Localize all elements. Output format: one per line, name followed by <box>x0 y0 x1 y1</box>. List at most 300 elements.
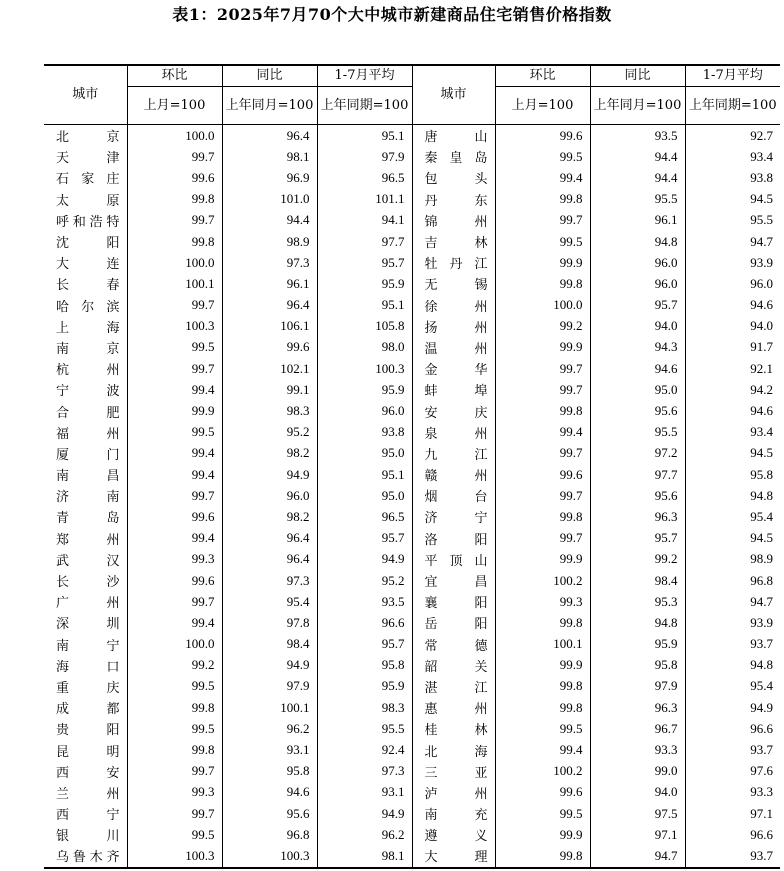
cell-yoy-right: 94.7 <box>590 845 685 867</box>
cell-city-left: 重庆 <box>56 680 120 696</box>
cell-mom-left: 99.4 <box>127 464 222 485</box>
cell-city-right: 大理 <box>412 845 495 867</box>
cell-city-left: 长春 <box>56 278 120 294</box>
cell-ytd-right: 95.4 <box>685 676 780 697</box>
cell-city-right: 洛阳 <box>412 528 495 549</box>
cell-ytd-right: 94.9 <box>685 697 780 718</box>
cell-ytd-right: 96.6 <box>685 824 780 845</box>
table-row <box>44 273 780 294</box>
cell-mom-right: 99.7 <box>495 379 590 400</box>
header-mom-right: 环比 <box>495 65 590 87</box>
table-row <box>44 549 780 570</box>
cell-mom-left: 99.7 <box>127 295 222 316</box>
cell-mom-right: 99.6 <box>495 125 590 147</box>
cell-ytd-left: 95.1 <box>317 125 412 147</box>
cell-mom-right: 99.7 <box>495 485 590 506</box>
cell-yoy-left: 95.2 <box>222 422 317 443</box>
cell-yoy-left: 96.8 <box>222 824 317 845</box>
cell-city-left: 广州 <box>56 596 120 612</box>
cell-city-left: 天津 <box>56 151 120 167</box>
cell-city-left: 石家庄 <box>56 172 120 188</box>
cell-city-left: 青岛 <box>56 511 120 527</box>
cell-yoy-right: 94.4 <box>590 167 685 188</box>
table-row <box>44 761 780 782</box>
cell-mom-left: 99.7 <box>127 210 222 231</box>
cell-city-right: 金华 <box>412 358 495 379</box>
cell-mom-right: 99.8 <box>495 273 590 294</box>
cell-yoy-right: 96.1 <box>590 210 685 231</box>
table-row <box>44 379 780 400</box>
cell-ytd-right: 93.3 <box>685 782 780 803</box>
cell-ytd-left: 101.1 <box>317 189 412 210</box>
cell-city-right: 南充 <box>412 803 495 824</box>
cell-mom-left: 99.6 <box>127 570 222 591</box>
cell-mom-right: 99.7 <box>495 358 590 379</box>
header-ytd-base-right: 上年同期=100 <box>685 87 780 125</box>
cell-ytd-right: 93.7 <box>685 634 780 655</box>
cell-city-left: 南京 <box>56 341 120 357</box>
cell-yoy-left: 95.6 <box>222 803 317 824</box>
cell-city-right: 泉州 <box>412 422 495 443</box>
cell-yoy-left: 96.4 <box>222 549 317 570</box>
cell-mom-right: 99.9 <box>495 549 590 570</box>
cell-ytd-left: 93.8 <box>317 422 412 443</box>
cell-city-right: 遵义 <box>412 824 495 845</box>
table-row <box>44 803 780 824</box>
cell-ytd-right: 93.9 <box>685 252 780 273</box>
cell-mom-right: 99.2 <box>495 316 590 337</box>
cell-mom-left: 100.1 <box>127 273 222 294</box>
cell-ytd-left: 97.9 <box>317 146 412 167</box>
cell-ytd-right: 96.8 <box>685 570 780 591</box>
cell-yoy-left: 99.6 <box>222 337 317 358</box>
cell-mom-right: 99.5 <box>495 146 590 167</box>
cell-ytd-left: 95.8 <box>317 655 412 676</box>
cell-mom-right: 99.8 <box>495 400 590 421</box>
cell-ytd-right: 98.9 <box>685 549 780 570</box>
cell-ytd-left: 95.2 <box>317 570 412 591</box>
cell-ytd-left: 100.3 <box>317 358 412 379</box>
cell-yoy-right: 98.4 <box>590 570 685 591</box>
cell-city-left: 哈尔滨 <box>56 299 120 315</box>
table-row <box>44 422 780 443</box>
cell-mom-right: 99.8 <box>495 612 590 633</box>
cell-ytd-right: 96.0 <box>685 273 780 294</box>
cell-city-right: 襄阳 <box>412 591 495 612</box>
cell-yoy-right: 96.3 <box>590 506 685 527</box>
cell-yoy-left: 95.8 <box>222 761 317 782</box>
cell-city-right: 泸州 <box>412 782 495 803</box>
cell-mom-left: 99.3 <box>127 782 222 803</box>
cell-ytd-right: 95.5 <box>685 210 780 231</box>
cell-yoy-left: 94.6 <box>222 782 317 803</box>
header-mom-base-left: 上月=100 <box>127 87 222 125</box>
cell-city-right: 蚌埠 <box>412 379 495 400</box>
table-row <box>44 443 780 464</box>
cell-ytd-left: 94.9 <box>317 803 412 824</box>
cell-mom-left: 99.5 <box>127 422 222 443</box>
table-row <box>44 358 780 379</box>
cell-yoy-left: 98.3 <box>222 400 317 421</box>
cell-city-right: 韶关 <box>412 655 495 676</box>
table-row <box>44 845 780 867</box>
cell-ytd-left: 95.0 <box>317 443 412 464</box>
cell-mom-right: 99.4 <box>495 167 590 188</box>
cell-yoy-right: 95.5 <box>590 422 685 443</box>
cell-ytd-right: 94.5 <box>685 443 780 464</box>
table-row <box>44 506 780 527</box>
cell-mom-left: 99.8 <box>127 231 222 252</box>
cell-yoy-left: 97.3 <box>222 570 317 591</box>
cell-city-left: 武汉 <box>56 553 120 569</box>
table-row <box>44 189 780 210</box>
cell-city-right: 秦皇岛 <box>412 146 495 167</box>
cell-city-left: 昆明 <box>56 744 120 760</box>
header-ytd-right: 1-7月平均 <box>685 65 780 87</box>
cell-city-left: 长沙 <box>56 575 120 591</box>
cell-city-left: 南宁 <box>56 638 120 654</box>
cell-mom-right: 99.5 <box>495 231 590 252</box>
cell-ytd-left: 94.1 <box>317 210 412 231</box>
cell-mom-right: 99.5 <box>495 803 590 824</box>
cell-city-left: 成都 <box>56 702 120 718</box>
cell-ytd-left: 95.7 <box>317 528 412 549</box>
cell-city-right: 平顶山 <box>412 549 495 570</box>
header-yoy-right: 同比 <box>590 65 685 87</box>
cell-ytd-left: 93.1 <box>317 782 412 803</box>
header-yoy-base-right: 上年同月=100 <box>590 87 685 125</box>
header-ytd-base-left: 上年同期=100 <box>317 87 412 125</box>
cell-yoy-right: 94.6 <box>590 358 685 379</box>
table-row <box>44 231 780 252</box>
cell-ytd-left: 96.5 <box>317 506 412 527</box>
cell-ytd-left: 95.9 <box>317 273 412 294</box>
cell-mom-right: 99.6 <box>495 464 590 485</box>
table-row <box>44 485 780 506</box>
cell-ytd-left: 95.7 <box>317 634 412 655</box>
cell-city-right: 宜昌 <box>412 570 495 591</box>
cell-ytd-right: 93.4 <box>685 422 780 443</box>
cell-mom-right: 99.6 <box>495 782 590 803</box>
cell-yoy-right: 94.8 <box>590 231 685 252</box>
cell-mom-left: 99.7 <box>127 146 222 167</box>
cell-city-right: 包头 <box>412 167 495 188</box>
cell-mom-right: 99.4 <box>495 739 590 760</box>
header-mom-base-right: 上月=100 <box>495 87 590 125</box>
cell-ytd-left: 94.9 <box>317 549 412 570</box>
cell-ytd-right: 93.7 <box>685 739 780 760</box>
cell-mom-right: 99.8 <box>495 697 590 718</box>
table-row <box>44 782 780 803</box>
cell-city-right: 扬州 <box>412 316 495 337</box>
cell-yoy-right: 97.7 <box>590 464 685 485</box>
cell-mom-left: 99.2 <box>127 655 222 676</box>
cell-yoy-left: 96.4 <box>222 528 317 549</box>
cell-yoy-right: 95.7 <box>590 295 685 316</box>
cell-ytd-right: 94.5 <box>685 528 780 549</box>
cell-ytd-left: 98.1 <box>317 845 412 867</box>
cell-ytd-left: 98.0 <box>317 337 412 358</box>
table-row <box>44 252 780 273</box>
cell-yoy-left: 94.4 <box>222 210 317 231</box>
header-yoy-left: 同比 <box>222 65 317 87</box>
cell-mom-left: 99.8 <box>127 189 222 210</box>
cell-mom-left: 100.3 <box>127 316 222 337</box>
cell-yoy-right: 95.5 <box>590 189 685 210</box>
cell-ytd-right: 97.1 <box>685 803 780 824</box>
cell-yoy-right: 97.9 <box>590 676 685 697</box>
cell-ytd-left: 95.7 <box>317 252 412 273</box>
cell-city-left: 西宁 <box>56 808 120 824</box>
cell-city-left: 深圳 <box>56 617 120 633</box>
cell-ytd-right: 94.7 <box>685 591 780 612</box>
cell-mom-left: 99.9 <box>127 400 222 421</box>
cell-mom-left: 99.5 <box>127 337 222 358</box>
cell-yoy-left: 98.2 <box>222 443 317 464</box>
cell-yoy-right: 96.0 <box>590 252 685 273</box>
cell-city-right: 烟台 <box>412 485 495 506</box>
cell-ytd-right: 95.8 <box>685 464 780 485</box>
cell-city-right: 安庆 <box>412 400 495 421</box>
cell-yoy-right: 95.7 <box>590 528 685 549</box>
cell-city-right: 济宁 <box>412 506 495 527</box>
cell-yoy-right: 95.0 <box>590 379 685 400</box>
cell-city-left: 太原 <box>56 193 120 209</box>
cell-ytd-right: 97.6 <box>685 761 780 782</box>
table-row <box>44 739 780 760</box>
cell-yoy-left: 96.9 <box>222 167 317 188</box>
cell-city-left: 福州 <box>56 426 120 442</box>
cell-city-left: 上海 <box>56 320 120 336</box>
cell-yoy-right: 95.9 <box>590 634 685 655</box>
cell-mom-right: 99.7 <box>495 443 590 464</box>
cell-ytd-left: 95.9 <box>317 379 412 400</box>
cell-mom-left: 100.0 <box>127 252 222 273</box>
cell-city-right: 无锡 <box>412 273 495 294</box>
cell-ytd-right: 94.5 <box>685 189 780 210</box>
cell-city-right: 温州 <box>412 337 495 358</box>
cell-yoy-left: 102.1 <box>222 358 317 379</box>
table-row <box>44 612 780 633</box>
cell-yoy-right: 94.3 <box>590 337 685 358</box>
table-row <box>44 167 780 188</box>
cell-city-left: 银川 <box>56 829 120 845</box>
cell-city-right: 湛江 <box>412 676 495 697</box>
cell-mom-right: 99.8 <box>495 845 590 867</box>
cell-city-left: 贵阳 <box>56 723 120 739</box>
cell-ytd-left: 96.5 <box>317 167 412 188</box>
cell-ytd-left: 95.5 <box>317 718 412 739</box>
cell-ytd-right: 92.1 <box>685 358 780 379</box>
cell-yoy-left: 96.4 <box>222 295 317 316</box>
cell-ytd-right: 93.9 <box>685 612 780 633</box>
cell-yoy-right: 96.0 <box>590 273 685 294</box>
cell-mom-left: 99.4 <box>127 443 222 464</box>
cell-yoy-right: 96.3 <box>590 697 685 718</box>
cell-yoy-right: 93.3 <box>590 739 685 760</box>
cell-yoy-right: 94.4 <box>590 146 685 167</box>
cell-yoy-left: 100.1 <box>222 697 317 718</box>
cell-mom-right: 100.2 <box>495 761 590 782</box>
table-row <box>44 125 780 147</box>
cell-yoy-left: 100.3 <box>222 845 317 867</box>
cell-city-right: 桂林 <box>412 718 495 739</box>
cell-ytd-left: 95.1 <box>317 464 412 485</box>
cell-mom-left: 99.4 <box>127 528 222 549</box>
cell-mom-right: 99.7 <box>495 210 590 231</box>
cell-ytd-left: 95.9 <box>317 676 412 697</box>
cell-mom-left: 100.0 <box>127 634 222 655</box>
cell-city-right: 惠州 <box>412 697 495 718</box>
cell-yoy-right: 99.0 <box>590 761 685 782</box>
cell-city-left: 南昌 <box>56 469 120 485</box>
cell-ytd-right: 93.8 <box>685 167 780 188</box>
cell-yoy-right: 94.0 <box>590 316 685 337</box>
cell-mom-right: 99.9 <box>495 824 590 845</box>
table-row <box>44 316 780 337</box>
cell-city-left: 厦门 <box>56 447 120 463</box>
table-row <box>44 697 780 718</box>
cell-city-right: 锦州 <box>412 210 495 231</box>
cell-yoy-right: 94.0 <box>590 782 685 803</box>
cell-yoy-left: 94.9 <box>222 655 317 676</box>
cell-yoy-left: 96.2 <box>222 718 317 739</box>
cell-yoy-right: 97.1 <box>590 824 685 845</box>
cell-yoy-right: 97.5 <box>590 803 685 824</box>
cell-yoy-right: 97.2 <box>590 443 685 464</box>
cell-yoy-left: 96.1 <box>222 273 317 294</box>
cell-mom-left: 100.0 <box>127 125 222 147</box>
cell-mom-right: 99.5 <box>495 718 590 739</box>
cell-city-right: 徐州 <box>412 295 495 316</box>
cell-yoy-left: 98.9 <box>222 231 317 252</box>
table-row <box>44 337 780 358</box>
cell-mom-left: 99.6 <box>127 167 222 188</box>
cell-yoy-left: 98.4 <box>222 634 317 655</box>
cell-mom-right: 99.3 <box>495 591 590 612</box>
cell-city-left: 济南 <box>56 490 120 506</box>
cell-mom-left: 99.3 <box>127 549 222 570</box>
table-row <box>44 400 780 421</box>
table-title: 表1：2025年7月70个大中城市新建商品住宅销售价格指数 <box>172 5 612 24</box>
cell-ytd-right: 93.7 <box>685 845 780 867</box>
cell-ytd-right: 92.7 <box>685 125 780 147</box>
header-city-left: 城市 <box>44 65 127 125</box>
cell-city-left: 沈阳 <box>56 236 120 252</box>
cell-yoy-right: 95.6 <box>590 485 685 506</box>
table-row <box>44 146 780 167</box>
cell-mom-left: 99.5 <box>127 718 222 739</box>
cell-ytd-right: 93.4 <box>685 146 780 167</box>
cell-ytd-right: 94.7 <box>685 231 780 252</box>
cell-city-left: 乌鲁木齐 <box>44 845 127 867</box>
table-row <box>44 676 780 697</box>
cell-ytd-left: 98.3 <box>317 697 412 718</box>
table-row <box>44 655 780 676</box>
cell-mom-right: 100.0 <box>495 295 590 316</box>
cell-city-right: 唐山 <box>412 125 495 147</box>
cell-ytd-right: 96.6 <box>685 718 780 739</box>
cell-city-left: 西安 <box>56 765 120 781</box>
cell-city-right: 吉林 <box>412 231 495 252</box>
cell-yoy-left: 96.4 <box>222 125 317 147</box>
cell-yoy-left: 94.9 <box>222 464 317 485</box>
table-row <box>44 824 780 845</box>
cell-city-right: 北海 <box>412 739 495 760</box>
header-city-right: 城市 <box>412 65 495 125</box>
cell-yoy-left: 96.0 <box>222 485 317 506</box>
header-yoy-base-left: 上年同月=100 <box>222 87 317 125</box>
table-row <box>44 591 780 612</box>
cell-yoy-left: 106.1 <box>222 316 317 337</box>
cell-ytd-right: 95.4 <box>685 506 780 527</box>
cell-mom-left: 99.7 <box>127 485 222 506</box>
cell-mom-left: 99.4 <box>127 379 222 400</box>
cell-yoy-right: 93.5 <box>590 125 685 147</box>
table-body <box>44 125 780 868</box>
cell-mom-left: 99.6 <box>127 506 222 527</box>
cell-yoy-left: 95.4 <box>222 591 317 612</box>
table-row <box>44 570 780 591</box>
cell-ytd-right: 94.6 <box>685 400 780 421</box>
cell-mom-left: 100.3 <box>127 845 222 867</box>
cell-city-left: 合肥 <box>56 405 120 421</box>
cell-ytd-left: 96.0 <box>317 400 412 421</box>
cell-yoy-left: 99.1 <box>222 379 317 400</box>
cell-ytd-right: 91.7 <box>685 337 780 358</box>
cell-yoy-left: 93.1 <box>222 739 317 760</box>
cell-ytd-left: 92.4 <box>317 739 412 760</box>
cell-city-right: 三亚 <box>412 761 495 782</box>
cell-city-left: 杭州 <box>56 363 120 379</box>
cell-mom-right: 99.8 <box>495 189 590 210</box>
cell-yoy-left: 98.2 <box>222 506 317 527</box>
cell-ytd-right: 94.2 <box>685 379 780 400</box>
cell-mom-left: 99.4 <box>127 612 222 633</box>
cell-mom-right: 99.8 <box>495 506 590 527</box>
cell-yoy-right: 95.8 <box>590 655 685 676</box>
cell-city-right: 九江 <box>412 443 495 464</box>
cell-mom-left: 99.5 <box>127 676 222 697</box>
price-index-table <box>44 64 780 869</box>
cell-mom-left: 99.5 <box>127 824 222 845</box>
table-row <box>44 295 780 316</box>
cell-ytd-left: 96.2 <box>317 824 412 845</box>
cell-mom-left: 99.7 <box>127 803 222 824</box>
cell-yoy-right: 95.3 <box>590 591 685 612</box>
header-mom-left: 环比 <box>127 65 222 87</box>
cell-city-right: 赣州 <box>412 464 495 485</box>
cell-mom-left: 99.8 <box>127 739 222 760</box>
cell-ytd-left: 95.0 <box>317 485 412 506</box>
cell-mom-right: 99.7 <box>495 528 590 549</box>
table-row <box>44 528 780 549</box>
cell-ytd-left: 97.3 <box>317 761 412 782</box>
cell-city-left: 宁波 <box>56 384 120 400</box>
cell-mom-right: 100.2 <box>495 570 590 591</box>
cell-mom-left: 99.8 <box>127 697 222 718</box>
cell-yoy-right: 96.7 <box>590 718 685 739</box>
cell-yoy-right: 94.8 <box>590 612 685 633</box>
table-row <box>44 464 780 485</box>
cell-yoy-left: 97.3 <box>222 252 317 273</box>
table-row <box>44 718 780 739</box>
cell-ytd-left: 105.8 <box>317 316 412 337</box>
cell-yoy-left: 101.0 <box>222 189 317 210</box>
cell-city-left: 大连 <box>56 257 120 273</box>
cell-mom-right: 99.8 <box>495 676 590 697</box>
cell-mom-right: 99.4 <box>495 422 590 443</box>
